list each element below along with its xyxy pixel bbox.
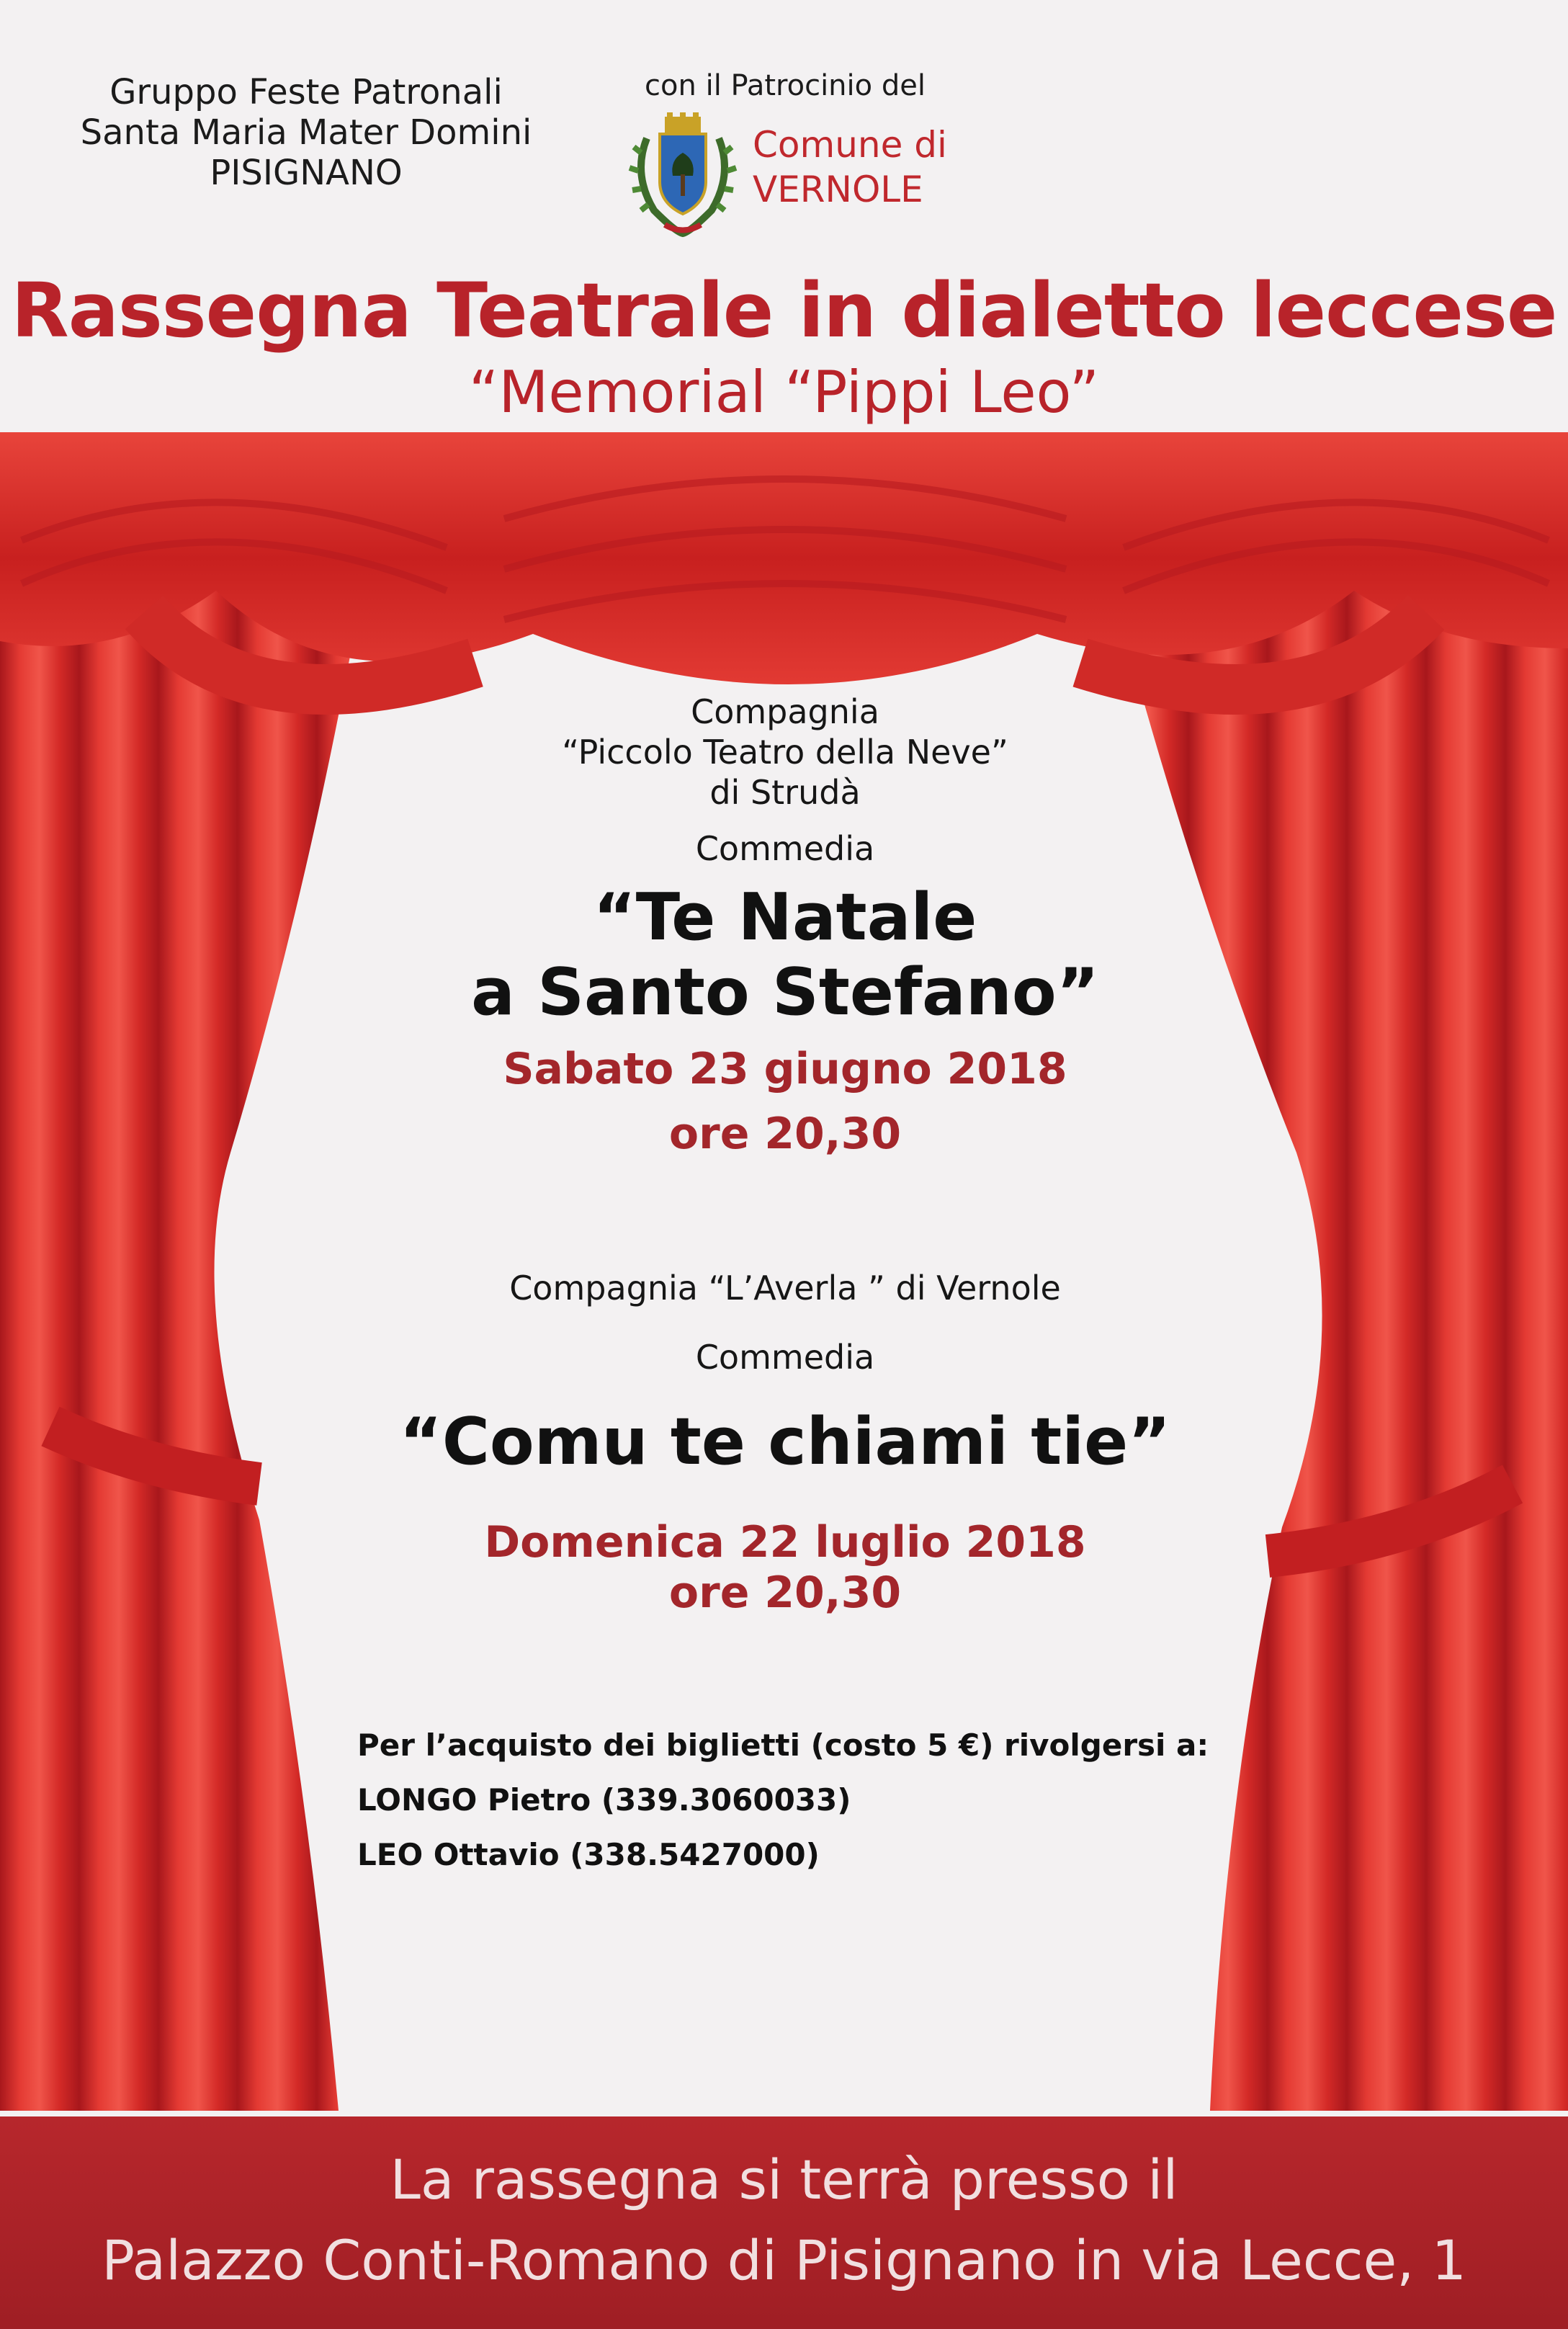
- show1-play-line-2: a Santo Stefano”: [471, 955, 1099, 1030]
- show1-genre: Commedia: [695, 829, 875, 868]
- show2-play-title: “Comu te chiami tie”: [399, 1404, 1171, 1480]
- show1-company-line-2: “Piccolo Teatro della Neve”: [562, 733, 1008, 772]
- show1-play-title: [403, 880, 1167, 1030]
- ticket-contact-leo: LEO Ottavio (338.5427000): [357, 1837, 820, 1872]
- comune-line-1: Comune di: [753, 124, 947, 166]
- organizer-line-1: Gruppo Feste Patronali: [109, 72, 503, 112]
- show2-date: Domenica 22 luglio 2018: [484, 1517, 1086, 1568]
- comune-name: [753, 122, 947, 212]
- ticket-contact-longo: LONGO Pietro (339.3060033): [357, 1782, 851, 1818]
- show1-date: Sabato 23 giugno 2018: [503, 1044, 1067, 1094]
- organizer-line-2: Santa Maria Mater Domini: [80, 112, 532, 153]
- comune-line-2: VERNOLE: [753, 169, 923, 210]
- left-curtain: [0, 519, 375, 2111]
- show1-company-line-1: Compagnia: [691, 692, 879, 731]
- venue-text: [0, 2140, 1568, 2301]
- show1-company-line-3: di Strudà: [709, 773, 861, 812]
- show1-company: [403, 692, 1167, 813]
- organizer-line-3: PISIGNANO: [210, 153, 403, 193]
- venue-line-1: La rassegna si terrà presso il: [390, 2147, 1178, 2212]
- show1-play-line-1: “Te Natale: [593, 880, 977, 955]
- municipal-crest-icon: [625, 109, 740, 239]
- patronage-label: con il Patrocinio del: [645, 69, 926, 102]
- event-title: Rassegna Teatrale in dialetto leccese: [11, 267, 1557, 354]
- organizer-block: [72, 72, 540, 193]
- show1-time: ore 20,30: [668, 1109, 902, 1159]
- ticket-info: [357, 1718, 1222, 1882]
- show2-genre: Commedia: [695, 1338, 875, 1377]
- ticket-info-line-1: Per l’acquisto dei biglietti (costo 5 €) rivolgersi a:: [357, 1727, 1209, 1763]
- venue-line-2: Palazzo Conti-Romano di Pisignano in via Lecce, 1: [102, 2228, 1466, 2292]
- show2-time: ore 20,30: [668, 1568, 902, 1618]
- show2-company: Compagnia “L’Averla ” di Vernole: [509, 1269, 1061, 1307]
- event-subtitle: “Memorial “Pippi Leo”: [468, 359, 1100, 426]
